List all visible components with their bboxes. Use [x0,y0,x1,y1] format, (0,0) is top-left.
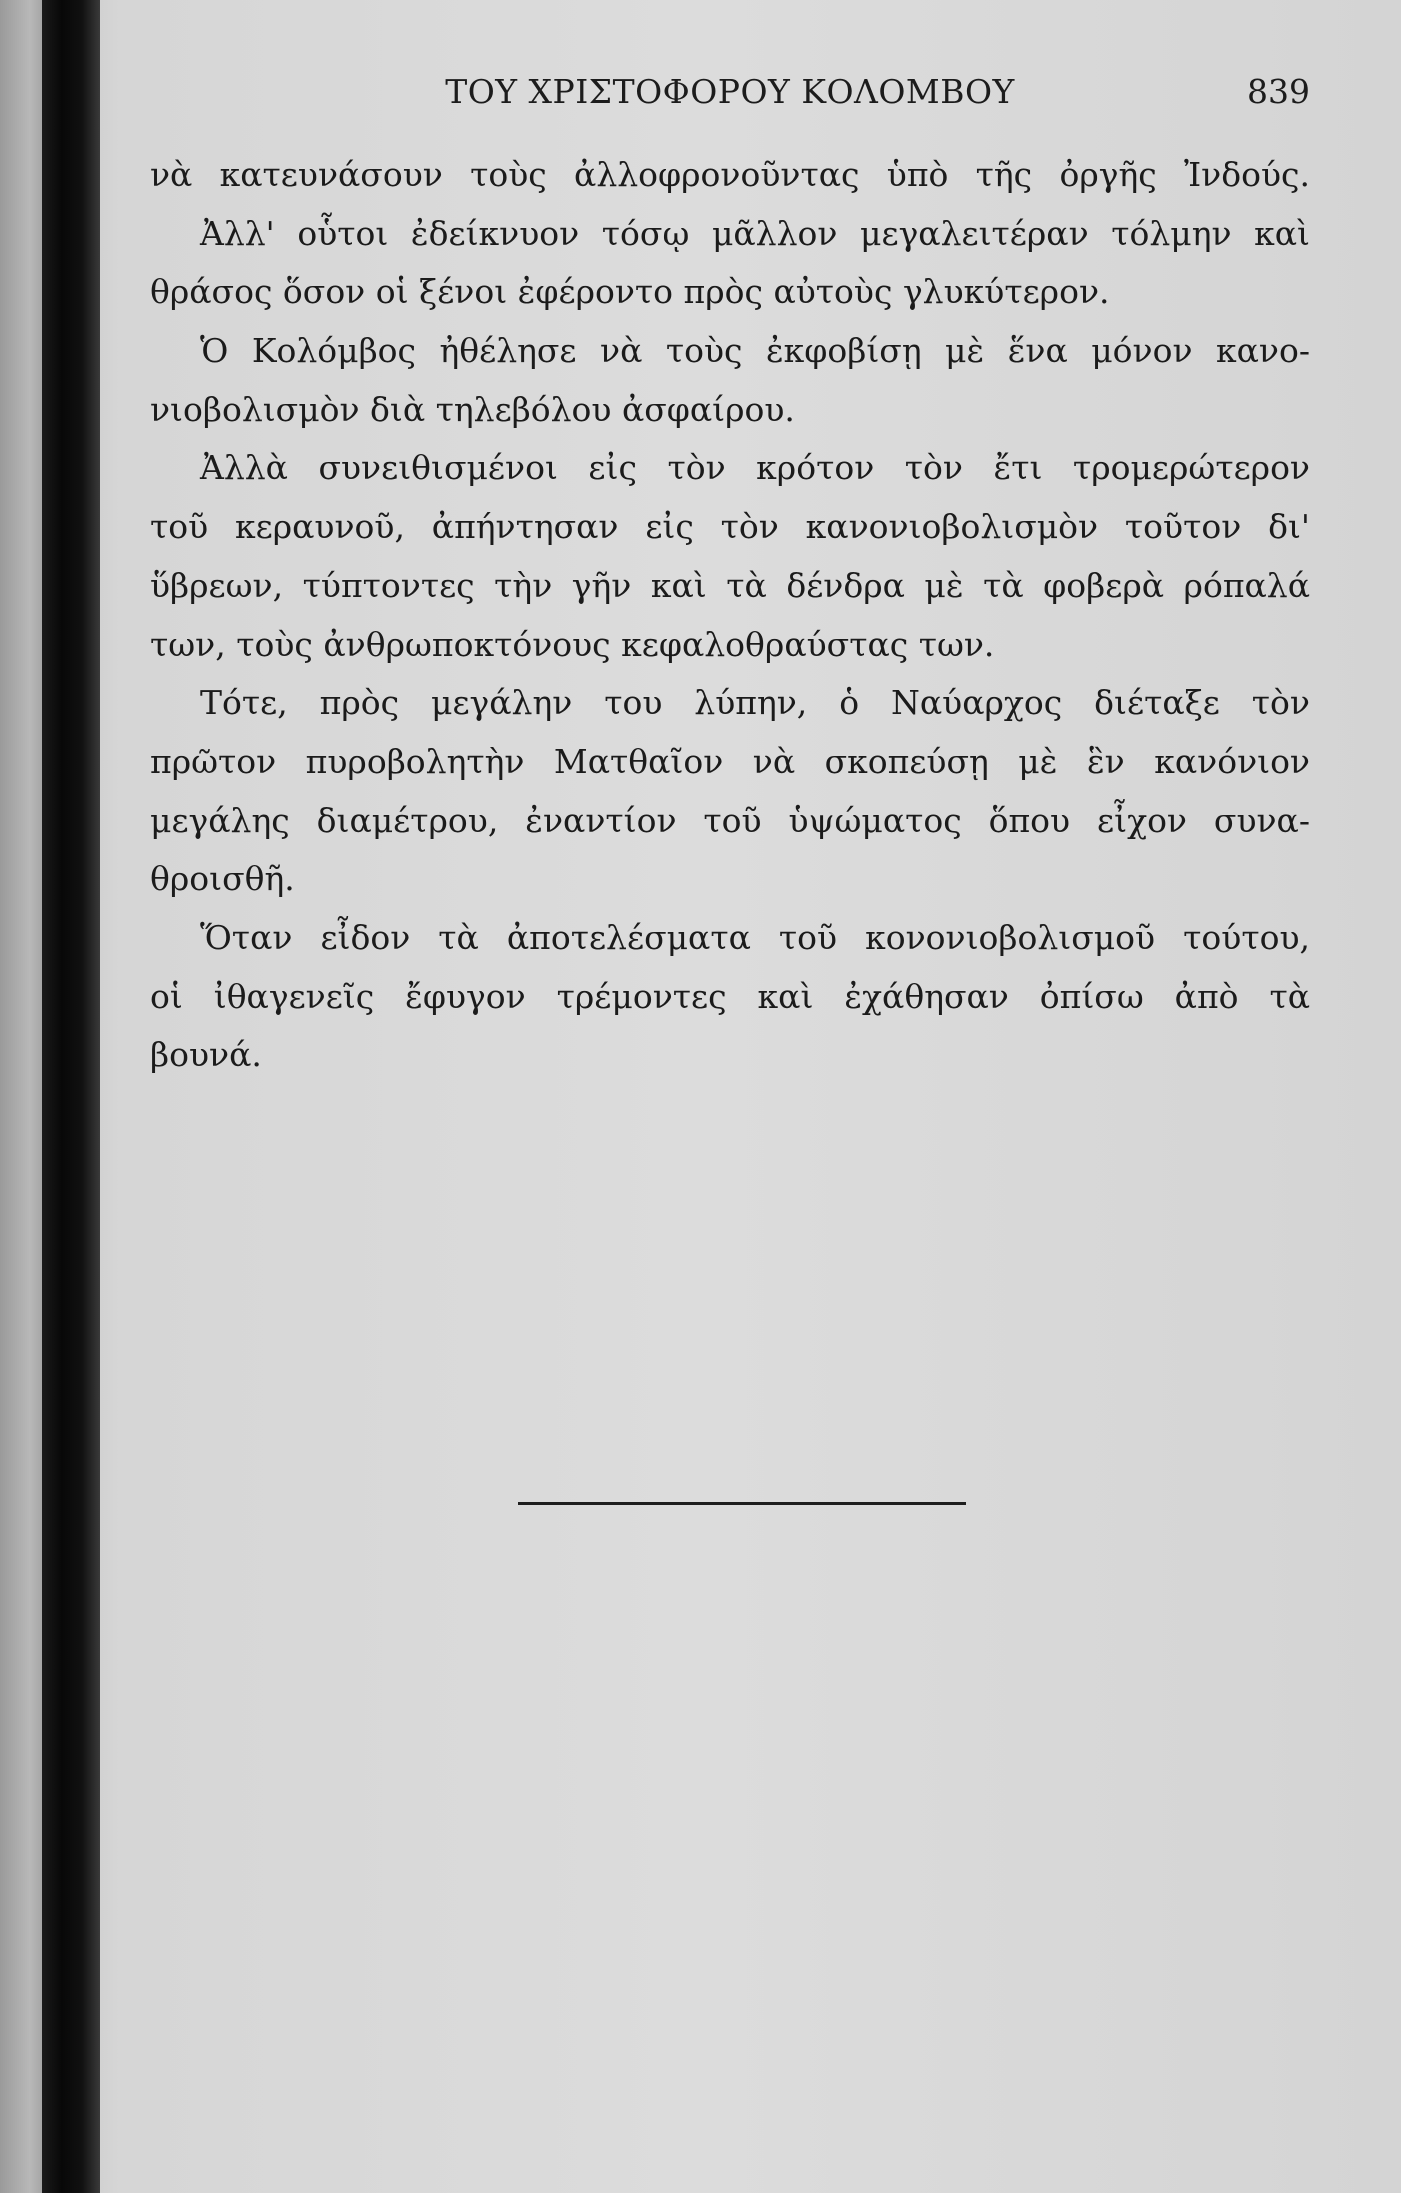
text-line: Τότε, πρὸς μεγάλην του λύπην, ὁ Ναύαρχος διέταξε τὸν [200,683,1310,723]
page-header [150,72,1310,122]
text-line: οἱ ἰθαγενεῖς ἔφυγον τρέμοντες καὶ ἐχάθησαν ὀπίσω ἀπὸ τὰ [150,976,1310,1016]
text-line: Ἀλλὰ συνειθισμένοι εἰς τὸν κρότον τὸν ἔτι τρομερώτερον [200,448,1310,488]
text-line: Ὅταν εἶδον τὰ ἀποτελέσματα τοῦ κονονιοβολισμοῦ τούτου, [200,917,1310,957]
running-title: ΤΟΥ ΧΡΙΣΤΟΦΟΡΟΥ ΚΟΛΟΜΒΟΥ [445,72,1015,111]
text-line: των, τοὺς ἀνθρωποκτόνους κεφαλοθραύστας των. [150,624,995,664]
text-line: θροισθῆ. [150,859,295,899]
text-line: Ἀλλ' οὗτοι ἐδείκνυον τόσῳ μᾶλλον μεγαλειτέραν τόλμην καὶ [200,213,1310,253]
text-line: Ὁ Κολόμβος ἠθέλησε νὰ τοὺς ἐκφοβίσῃ μὲ ἕνα μόνον κανο- [200,331,1310,371]
text-line: πρῶτον πυροβολητὴν Ματθαῖον νὰ σκοπεύσῃ μὲ ἓν κανόνιον [150,741,1310,781]
text-line: τοῦ κεραυνοῦ, ἀπήντησαν εἰς τὸν κανονιοβολισμὸν τοῦτον δι' [150,507,1310,547]
text-line: ὕβρεων, τύπτοντες τὴν γῆν καὶ τὰ δένδρα μὲ τὰ φοβερὰ ρόπαλά [150,565,1310,605]
text-line: θράσος ὅσον οἱ ξένοι ἐφέροντο πρὸς αὐτοὺς γλυκύτερον. [150,272,1110,312]
text-line: νιοβολισμὸν διὰ τηλεβόλου ἀσφαίρου. [150,389,795,429]
text-line: μεγάλης διαμέτρου, ἐναντίον τοῦ ὑψώματος ὅπου εἶχον συνα- [150,800,1310,840]
body-text [150,146,1310,1085]
section-divider-rule [518,1502,966,1505]
text-line: νὰ κατευνάσουν τοὺς ἀλλοφρονοῦντας ὑπὸ τῆς ὀργῆς Ἰνδούς. [150,155,1310,194]
page-number: 839 [1247,72,1310,111]
page-edge-shadow [0,0,42,2193]
text-line: βουνά. [150,1035,262,1075]
book-spine [42,0,100,2193]
